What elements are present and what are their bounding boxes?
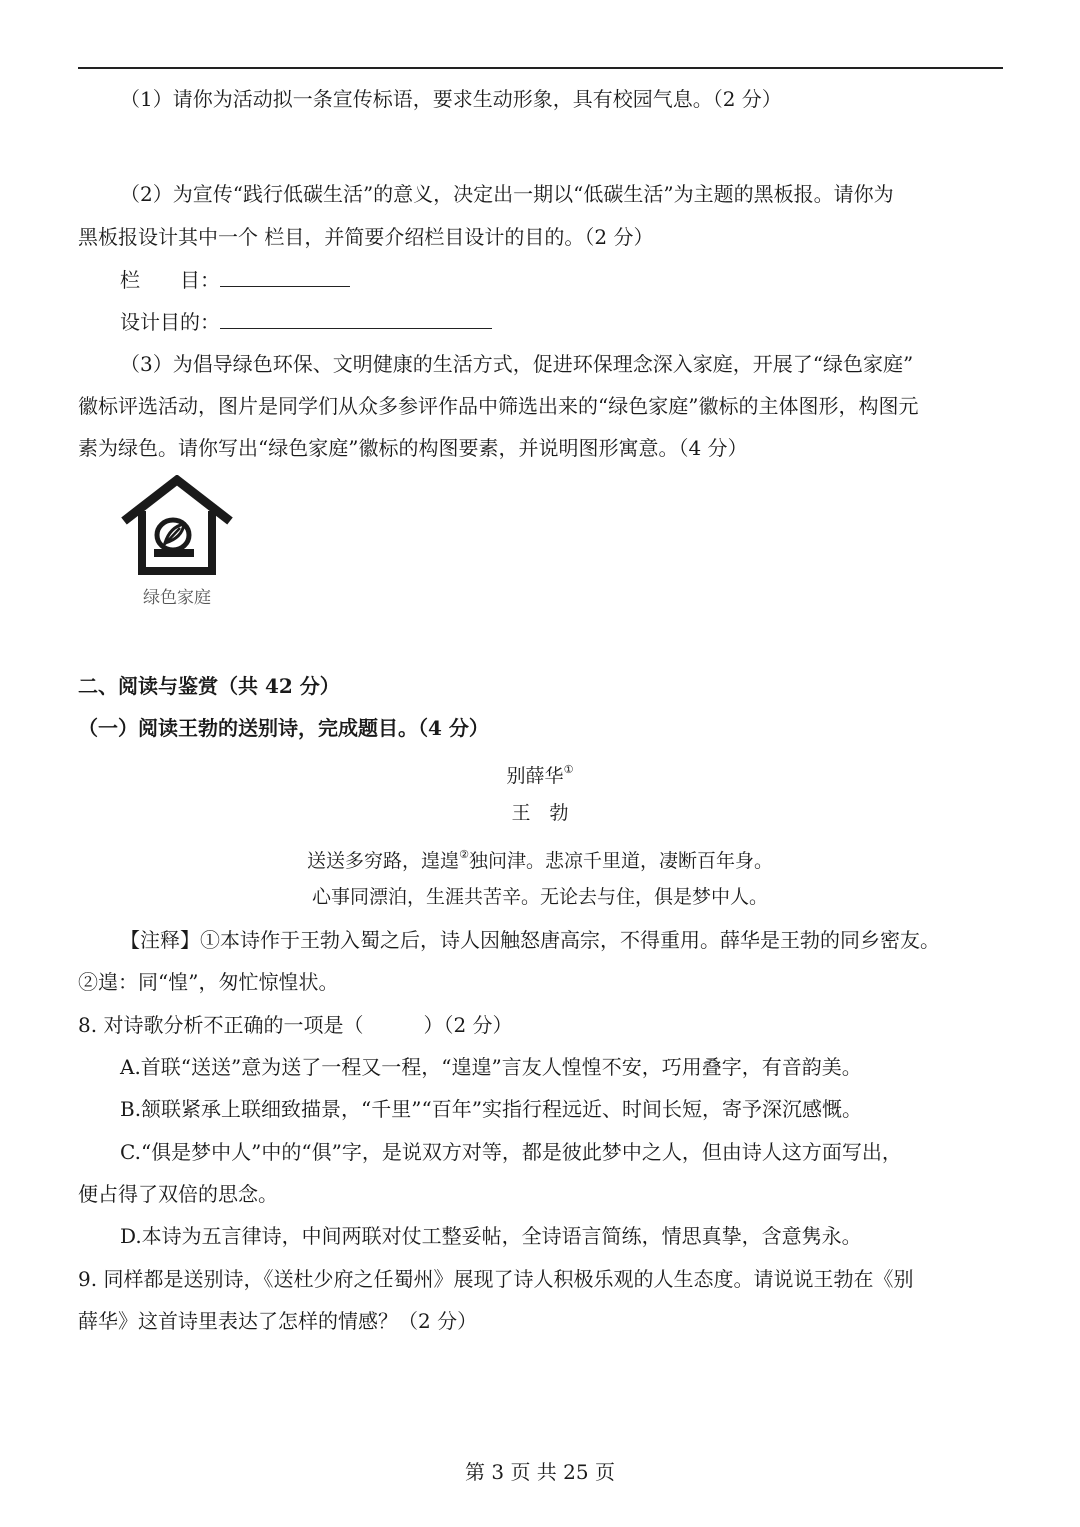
poem-line-1a: 送送多穷路，遑遑 — [307, 850, 460, 872]
poem-title-row — [0, 757, 1080, 789]
q9-line-1: 9. 同样都是送别诗，《送杜少府之任蜀州》展现了诗人积极乐观的人生态度。请说说王勃在《别 — [78, 1267, 914, 1291]
purpose-answer-row — [120, 308, 492, 335]
purpose-answer-blank[interactable] — [220, 308, 492, 329]
poem-title-note: ① — [563, 763, 574, 776]
poem-line-1 — [0, 842, 1080, 874]
q8-option-c-line2[interactable]: 便占得了双倍的思念。 — [78, 1182, 278, 1206]
q8-option-b[interactable]: B.颔联紧承上联细致描景，“千里”“百年”实指行程远近、时间长短，寄予深沉感慨。 — [120, 1097, 862, 1121]
column-answer-row — [120, 266, 350, 293]
q8-option-c-line1[interactable]: C.“俱是梦中人”中的“俱”字，是说双方对等，都是彼此梦中之人，但由诗人这方面写出， — [120, 1140, 902, 1164]
green-family-logo — [118, 475, 236, 607]
logo-label: 绿色家庭 — [143, 588, 211, 608]
poem-line-2: 心事同漂泊，生涯共苦辛。无论去与住，俱是梦中人。 — [311, 886, 768, 908]
column-answer-blank[interactable] — [220, 266, 350, 287]
q7-part3-line3: 素为绿色。请你写出“绿色家庭”徽标的构图要素，并说明图形寓意。（4 分） — [78, 436, 748, 460]
q7-part1: （1）请你为活动拟一条宣传标语，要求生动形象，具有校园气息。（2 分） — [120, 87, 782, 111]
notes-line-2: ②遑：同“惶”，匆忙惊惶状。 — [78, 970, 339, 994]
q7-part3-line1: （3）为倡导绿色环保、文明健康的生活方式，促进环保理念深入家庭，开展了“绿色家庭” — [120, 352, 914, 376]
poem-title: 别薛华 — [506, 765, 564, 787]
purpose-label: 设计目的： — [120, 310, 220, 334]
notes-line-1: 【注释】①本诗作于王勃入蜀之后，诗人因触怒唐高宗，不得重用。薛华是王勃的同乡密友。 — [120, 928, 940, 952]
poem-line-1-note: ② — [459, 848, 469, 861]
house-leaf-icon — [118, 475, 236, 580]
top-rule — [78, 67, 1003, 69]
poem-author: 王 勃 — [511, 802, 569, 824]
page-footer: 第 3 页 共 25 页 — [465, 1460, 615, 1484]
poem-line-1b: 独问津。悲凉千里道，凄断百年身。 — [468, 850, 773, 872]
q7-part2-line1: （2）为宣传“践行低碳生活”的意义，决定出一期以“低碳生活”为主题的黑板报。请你为 — [120, 182, 894, 206]
section-sub-heading: （一）阅读王勃的送别诗，完成题目。（4 分） — [78, 716, 489, 740]
section-heading: 二、阅读与鉴赏（共 42 分） — [78, 674, 340, 698]
column-label: 栏 目： — [120, 268, 220, 292]
q7-part2-line2: 黑板报设计其中一个 栏目，并简要介绍栏目设计的目的。（2 分） — [78, 225, 654, 249]
q8-stem: 8. 对诗歌分析不正确的一项是（ ）（2 分） — [78, 1013, 513, 1037]
q8-option-d[interactable]: D.本诗为五言律诗，中间两联对仗工整妥帖，全诗语言简练，情思真挚，含意隽永。 — [120, 1224, 862, 1248]
q8-option-a[interactable]: A.首联“送送”意为送了一程又一程，“遑遑”言友人惶惶不安，巧用叠字，有音韵美。 — [120, 1055, 862, 1079]
q7-part3-line2: 徽标评选活动，图片是同学们从众多参评作品中筛选出来的“绿色家庭”徽标的主体图形，构图元 — [78, 394, 919, 418]
q9-line-2: 薛华》这首诗里表达了怎样的情感？（2 分） — [78, 1309, 478, 1333]
